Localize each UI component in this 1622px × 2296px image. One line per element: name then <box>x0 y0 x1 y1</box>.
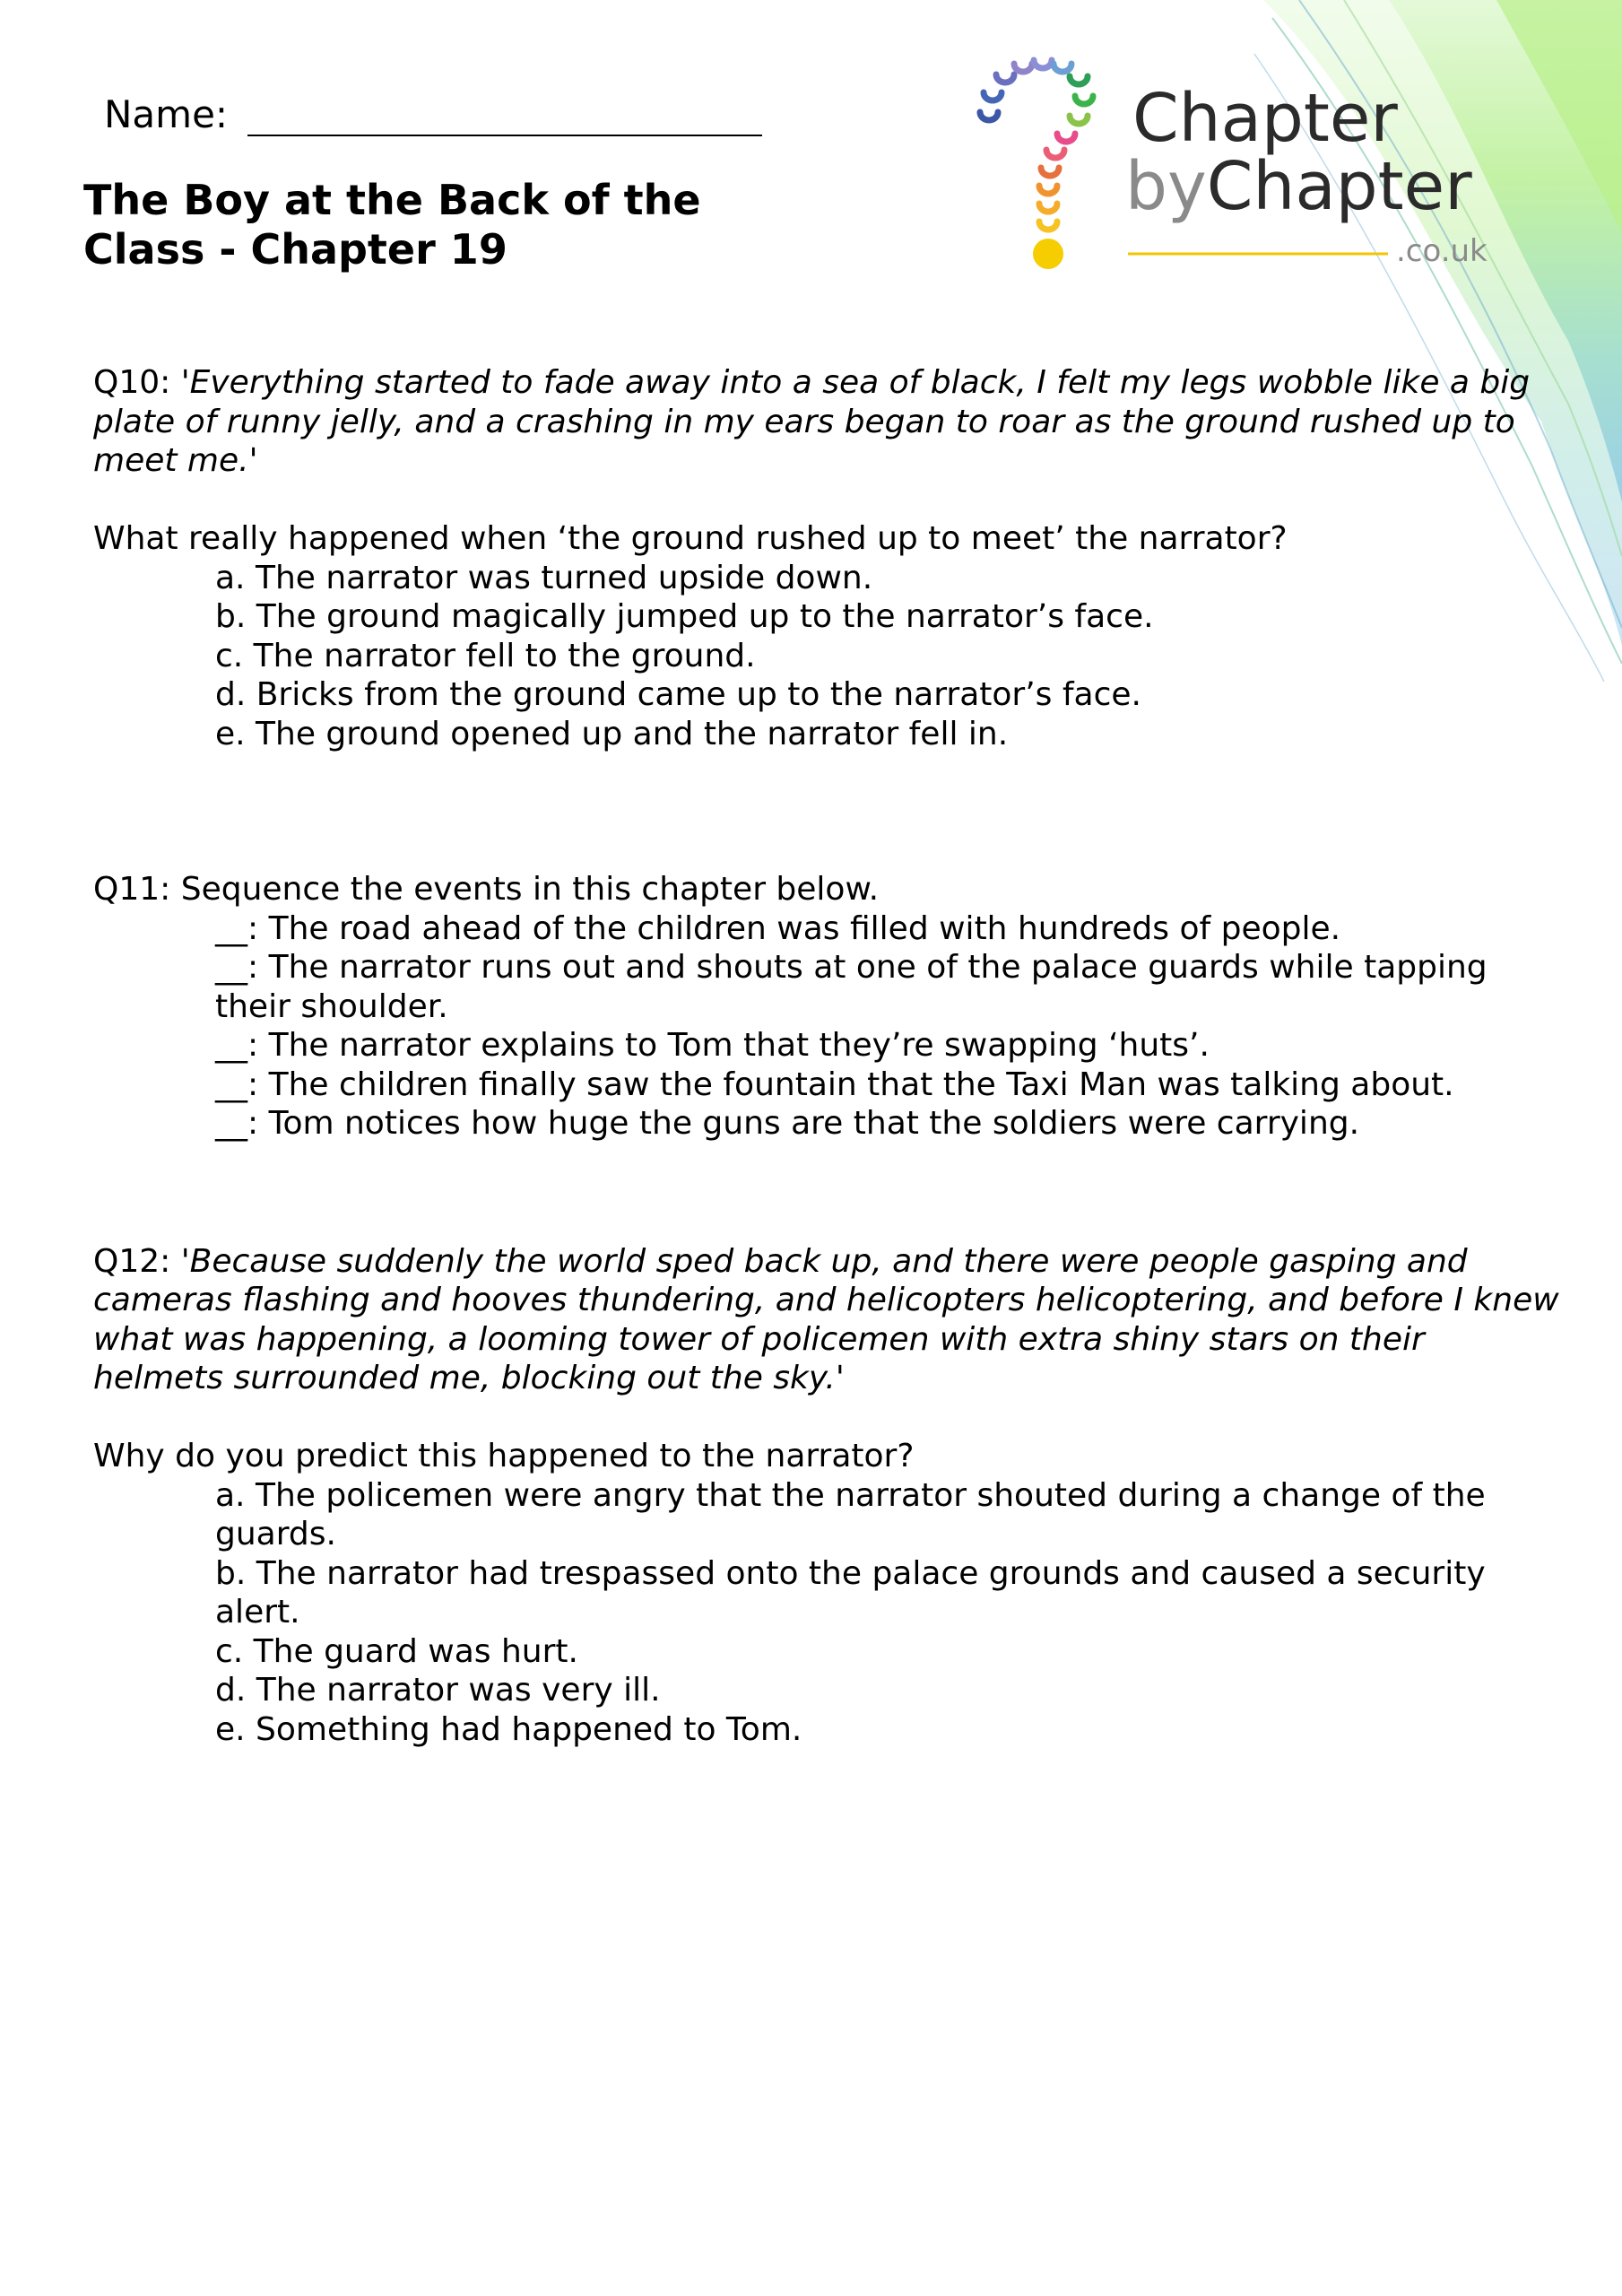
q11-question-paragraph <box>93 870 1564 909</box>
q12-option-a: a. The policemen were angry that the narrator shouted during a change of the guards. <box>215 1476 1486 1552</box>
q10-option-a: a. The narrator was turned upside down. <box>215 559 873 596</box>
q12-quote: 'Because suddenly the world sped back up, and there were people gasping and cameras flashing and hooves thundering, and helicopters helicoptering, and before I knew what was happening, a looming tower of policemen with extra shiny stars on their helmets surrounded me, blocking out the sky.' <box>93 1242 1559 1396</box>
q12-question: Why do you predict this happened to the narrator? <box>93 1438 915 1474</box>
q10-question: What really happened when ‘the ground rushed up to meet’ the narrator? <box>93 520 1288 557</box>
q10-quote: 'Everything started to fade away into a sea of black, I felt my legs wobble like a big plate of runny jelly, and a crashing in my ears began to roar as the ground rushed up to meet me.' <box>93 364 1531 479</box>
q10-option-d: d. Bricks from the ground came up to the narrator’s face. <box>215 676 1141 713</box>
q11-item-2: __: The narrator runs out and shouts at one of the palace guards while tapping their shoulder. <box>215 949 1488 1025</box>
title-line-2: Class - Chapter 19 <box>83 225 507 274</box>
q10-option-b: b. The ground magically jumped up to the narrator’s face. <box>215 598 1154 635</box>
q10-quote-paragraph <box>93 363 1564 481</box>
question-11 <box>93 870 1564 1144</box>
q11-item-3: __: The narrator explains to Tom that they’re swapping ‘huts’. <box>215 1027 1210 1064</box>
question-mark-dot <box>1033 239 1063 269</box>
q12-option-e: e. Something had happened to Tom. <box>215 1710 802 1748</box>
q10-option-e: e. The ground opened up and the narrator fell in. <box>215 715 1009 752</box>
q11-item-5: __: Tom notices how huge the guns are that the soldiers were carrying. <box>215 1105 1360 1142</box>
logo-word-chapter: Chapter <box>1132 80 1398 157</box>
logo-word-chapter-2: Chapter <box>1206 148 1472 225</box>
q11-label: Q11: <box>93 871 171 908</box>
book-question-mark-icon <box>980 60 1093 230</box>
q10-option-c: c. The narrator fell to the ground. <box>215 637 756 674</box>
question-10 <box>93 363 1564 753</box>
q12-option-d: d. The narrator was very ill. <box>215 1672 661 1709</box>
q10-options <box>93 559 1564 754</box>
logo-word-by: by <box>1125 148 1207 225</box>
q11-question: Sequence the events in this chapter below. <box>180 871 880 908</box>
logo-domain: .co.uk <box>1396 233 1488 269</box>
q12-label: Q12: <box>93 1242 171 1280</box>
logo-word-bychapter <box>1125 148 1472 225</box>
q11-item-1: __: The road ahead of the children was filled with hundreds of people. <box>215 909 1341 947</box>
title-line-1: The Boy at the Back of the <box>83 176 701 224</box>
q10-label: Q10: <box>93 364 171 401</box>
worksheet-content <box>93 363 1564 1749</box>
q11-item-4: __: The children finally saw the fountain that the Taxi Man was talking about. <box>215 1065 1454 1103</box>
question-12 <box>93 1242 1564 1750</box>
q11-items <box>93 909 1564 1144</box>
q12-quote-paragraph <box>93 1242 1564 1398</box>
chapter-by-chapter-logo <box>964 49 1538 318</box>
document-title <box>83 176 765 274</box>
name-field-row <box>104 92 762 136</box>
q12-option-b: b. The narrator had trespassed onto the palace grounds and caused a security alert. <box>215 1554 1486 1631</box>
q12-options <box>93 1476 1564 1750</box>
q12-option-c: c. The guard was hurt. <box>215 1632 578 1670</box>
name-underline <box>247 100 762 136</box>
name-label: Name: <box>104 92 229 136</box>
